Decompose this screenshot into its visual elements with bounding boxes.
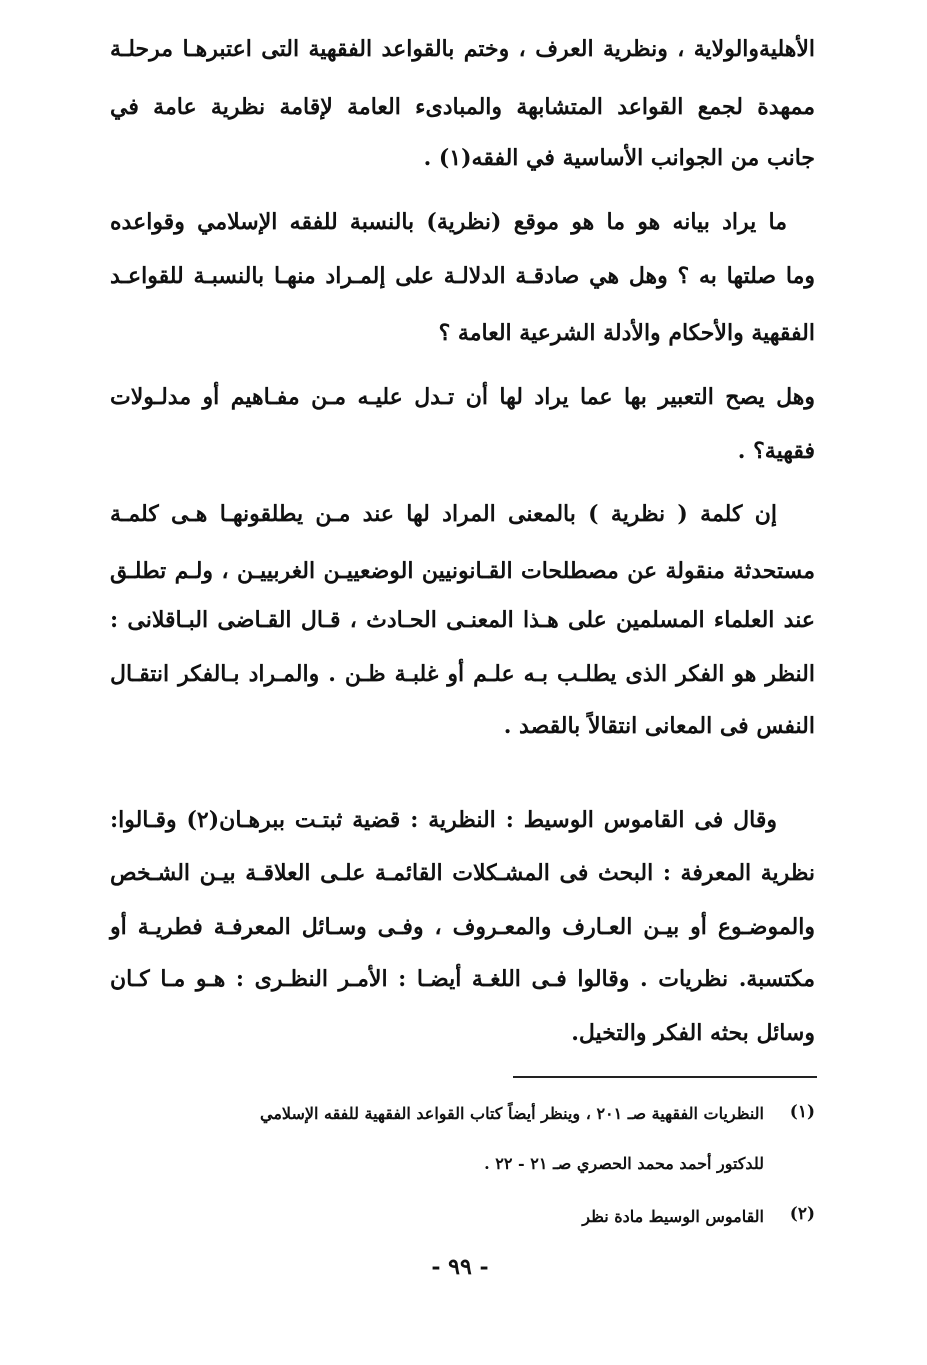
paragraph-5-line-1: وقال فى القاموس الوسيط : النظرية : قضية ثبتـت ببرهـان(٢) وقـالوا: bbox=[110, 807, 777, 833]
paragraph-3-line-2: فقهية؟ . bbox=[737, 438, 815, 464]
paragraph-3-line-1: وهل يصح التعبير بها عما يراد لها أن تـدل عليـه مـن مفـاهيم أو مدلـولات bbox=[110, 384, 815, 410]
footnote-2-line-1: القاموس الوسيط مادة نظر bbox=[582, 1207, 764, 1226]
paragraph-1-line-3: جانب من الجوانب الأساسية في الفقه(١) . bbox=[423, 145, 815, 171]
paragraph-1-line-1: الأهليةوالولاية ، ونظرية العرف ، وختم بالقواعد الفقهية التى اعتبرهـا مرحلـة bbox=[110, 36, 815, 62]
footnote-2-marker: (٢) bbox=[789, 1204, 815, 1224]
footnote-1-line-1: النظريات الفقهية صـ ٢٠١ ، وينظر أيضاً كتاب القواعد الفقهية للفقه الإسلامي bbox=[260, 1104, 764, 1123]
paragraph-5-line-2: نظرية المعرفة : البحث فى المشـكلات القائمـة علـى العلاقـة بيـن الشـخص bbox=[110, 860, 815, 886]
paragraph-5-line-4: مكتسبة. نظريات . وقالوا فـى اللغـة أيضـا : الأمـر النظـرى : هـو مـا كـان bbox=[110, 966, 815, 992]
paragraph-4-line-2: مستحدثة منقولة عن مصطلحات القـانونيين الوضعييـن الغربييـن ، ولـم تطلـق bbox=[110, 558, 815, 584]
footnote-separator bbox=[513, 1076, 817, 1078]
paragraph-2-line-2: وما صلتها به ؟ وهل هي صادقـة الدلالـة على إلمـراد منهـا بالنسبـة للقواعـد bbox=[110, 263, 815, 289]
page-number: - ٩٩ - bbox=[431, 1254, 489, 1280]
footnote-1-line-2: للدكتور أحمد محمد الحصري صـ ٢١ - ٢٢ . bbox=[484, 1154, 764, 1173]
paragraph-5-line-5: وسائل بحثه الفكر والتخيل. bbox=[571, 1020, 815, 1046]
paragraph-5-line-3: والموضـوع أو بيـن العـارف والمعـروف ، وفـى وسـائل المعرفـة فطريـة أو bbox=[110, 914, 815, 940]
paragraph-4-line-1: إن كلمة ( نظرية ) بالمعنى المراد لها عند مـن يطلقونهـا هـى كلمـة bbox=[110, 501, 777, 527]
paragraph-2-line-3: الفقهية والأحكام والأدلة الشرعية العامة ؟ bbox=[438, 320, 815, 346]
paragraph-4-line-3: عند العلماء المسلمين على هـذا المعنـى الحـادث ، قـال القـاضى البـاقلانى : bbox=[110, 607, 815, 633]
paragraph-1-line-2: ممهدة لجمع القواعد المتشابهة والمبادىء العامة لإقامة نظرية عامة في bbox=[110, 94, 815, 120]
paragraph-4-line-5: النفس فى المعانى انتقالاً بالقصد . bbox=[503, 713, 815, 739]
paragraph-4-line-4: النظر هو الفكر الذى يطلـب بـه علـم أو غلبـة ظـن . والمـراد بـالفكر انتقـال bbox=[110, 661, 815, 687]
footnote-1-marker: (١) bbox=[789, 1102, 815, 1122]
paragraph-2-line-1: ما يراد بيانه هو ما هو موقع (نظرية) بالنسبة للفقه الإسلامي وقواعده bbox=[110, 209, 787, 235]
